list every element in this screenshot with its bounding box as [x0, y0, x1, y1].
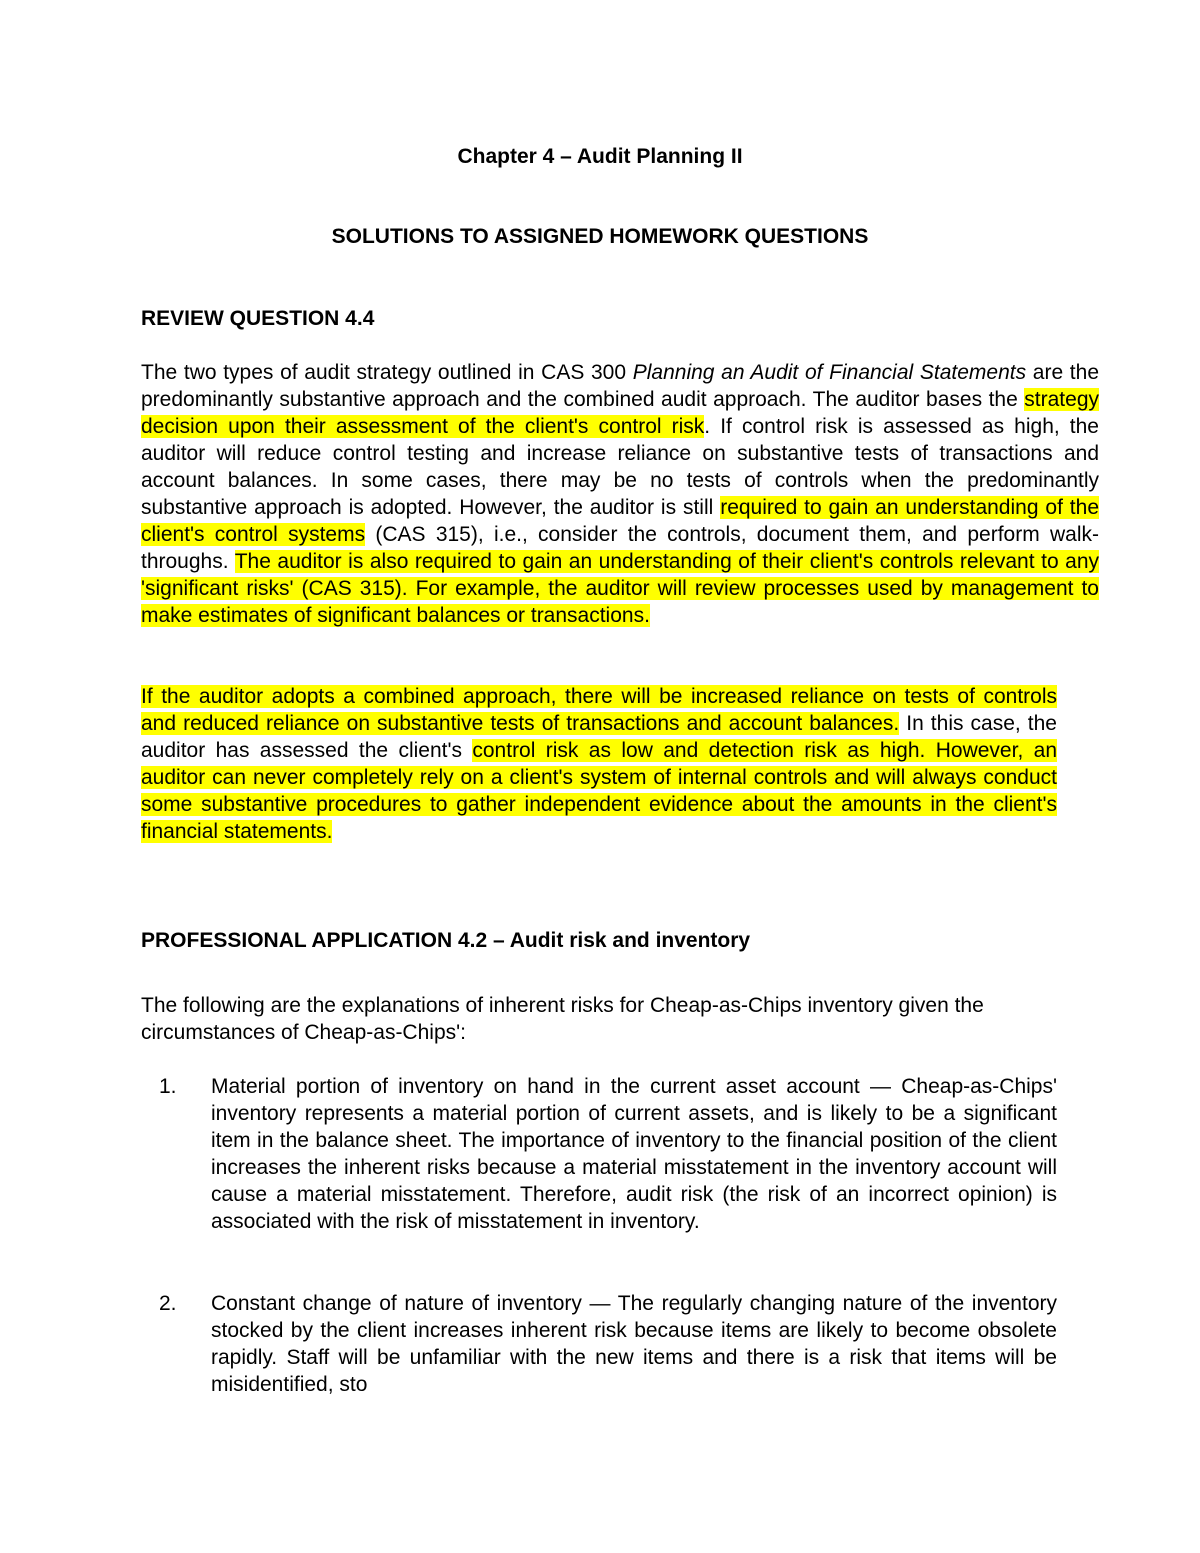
- paragraph-text: . If control risk is assessed as high, the auditor will reduce control testing and increase reliance on substantive tests of transactions and account balances. In some cases, there may be no tests of controls when the predominantly substantive approach is adopted. However, the auditor is still: [141, 415, 1099, 519]
- paragraph-inherent-risks-intro: The following are the explanations of inherent risks for Cheap-as-Chips inventory given the circumstances of Cheap-as-Chips':: [141, 994, 984, 1044]
- highlighted-text: The auditor is also required to gain an understanding of their client's controls relevant to any 'significant risks' (CAS 315). For example, the auditor will review processes used by management to make estimates of significant balances or transactions.: [141, 550, 1100, 627]
- document-subtitle: SOLUTIONS TO ASSIGNED HOMEWORK QUESTIONS: [331, 225, 869, 248]
- italic-standard-title: Planning an Audit of Financial Statements: [632, 361, 1027, 384]
- paragraph-text: are the predominantly substantive approach and the combined audit approach. The auditor bases the: [141, 361, 1099, 411]
- highlighted-text: control risk as low and detection risk as high. However, an auditor can never completely rely on a client's system of internal controls and will always conduct some substantive procedures to gather independent evidence about the amounts in the client's financial statements.: [141, 739, 1058, 843]
- chapter-title: Chapter 4 – Audit Planning II: [457, 145, 743, 168]
- list-item: Material portion of inventory on hand in the current asset account — Cheap-as-Chips' inventory represents a material portion of current assets, and is likely to be a significant item in the balance sheet. The importance of inventory to the financial position of the client increases the inherent risks because a material misstatement in the inventory account will cause a material misstatement. Therefore, audit risk (the risk of an incorrect opinion) is associated with the risk of misstatement in inventory.: [211, 1075, 1057, 1233]
- section-heading-professional-application: PROFESSIONAL APPLICATION 4.2 – Audit risk and inventory: [141, 929, 751, 952]
- highlighted-text: required to gain an understanding of the client's control systems: [141, 496, 1100, 546]
- list-number: 1.: [159, 1075, 177, 1098]
- paragraph-audit-strategy: [141, 359, 1099, 629]
- highlighted-text: If the auditor adopts a combined approach, there will be increased reliance on tests of controls and reduced reliance on substantive tests of transactions and account balances.: [141, 685, 1057, 735]
- list-number: 2.: [159, 1292, 177, 1315]
- highlighted-text: strategy decision upon their assessment of the client's control risk: [141, 388, 1099, 438]
- paragraph-combined-approach: [141, 683, 1057, 845]
- paragraph-text: (CAS 315), i.e., consider the controls, document them, and perform walk-throughs.: [141, 523, 1099, 573]
- paragraph-text: In this case, the auditor has assessed the client's: [141, 712, 1057, 762]
- list-item: Constant change of nature of inventory — The regularly changing nature of the inventory stocked by the client increases inherent risk because items are likely to become obsolete rapidly. Staff will be unfamiliar with the new items and there is a risk that items will be misidentified, sto: [211, 1292, 1057, 1396]
- section-heading-review-question: REVIEW QUESTION 4.4: [141, 307, 375, 330]
- paragraph-text: The two types of audit strategy outlined in CAS 300: [141, 361, 633, 384]
